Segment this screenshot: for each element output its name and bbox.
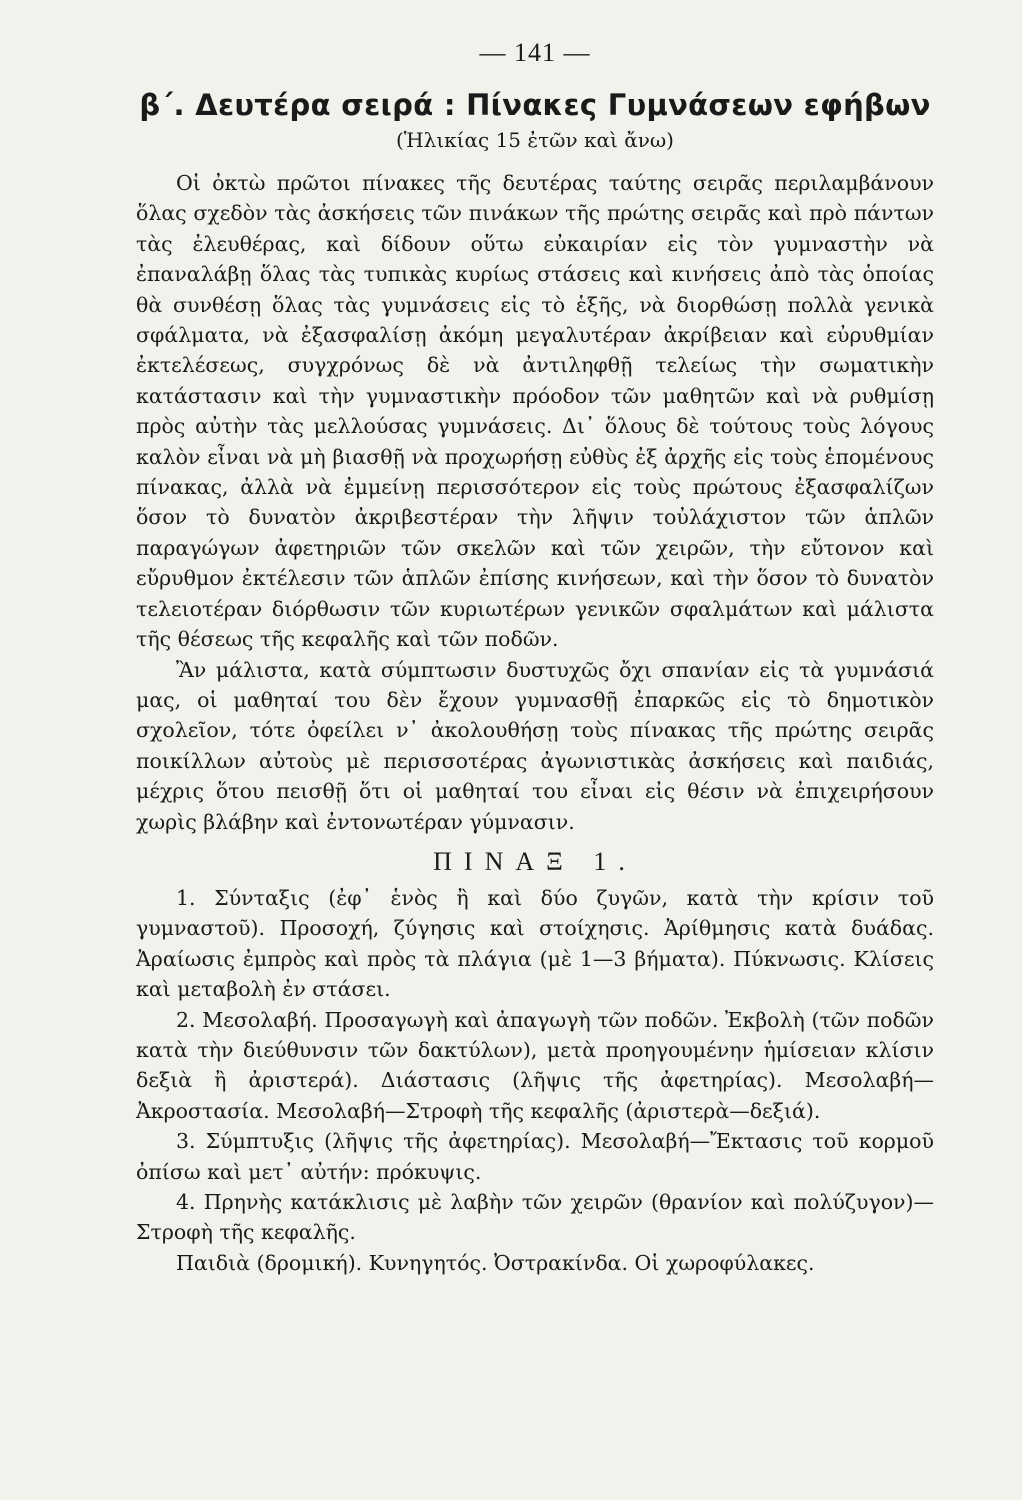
exercise-item: 4. Πρηνὴς κατάκλισις μὲ λαβὴν τῶν χειρῶν (θρανίον καὶ πολύζυγον)—Στροφὴ τῆς κεφαλῆς. (136, 1190, 934, 1245)
section-subheading: (Ἡλικίας 15 ἐτῶν καὶ ἄνω) (396, 128, 674, 152)
body-paragraph: Ἂν μάλιστα, κατὰ σύμπτωσιν δυστυχῶς ὄχι σπανίαν εἰς τὰ γυμνάσιά μας, οἱ μαθηταί του δὲν ἔχουν γυμνασθῇ ἐπαρκῶς εἰς τὸ δημοτικὸν σχολεῖον, τότε ὀφείλει ν᾽ ἀκολουθήσῃ τοὺς πίνακας τῆς πρώτης σειρᾶς ποικίλλων αὐτοὺς μὲ περισσοτέρας ἀγωνιστικὰς ἀσκήσεις καὶ παιδιάς, μέχρις ὅτου πεισθῇ ὅτι οἱ μαθηταί του εἶναι εἰς θέσιν νὰ ἐπιχειρήσουν χωρὶς βλάβην καὶ ἐντονωτέραν γύμνασιν. (136, 657, 934, 834)
section-heading: β΄. Δευτέρα σειρά : Πίνακες Γυμνάσεων εφήβων (139, 88, 931, 122)
games-item: Παιδιὰ (δρομική). Κυνηγητός. Ὀστρακίνδα. Οἱ χωροφύλακες. (176, 1250, 815, 1275)
exercise-item: 2. Μεσολαβή. Προσαγωγὴ καὶ ἀπαγωγὴ τῶν ποδῶν. Ἐκβολὴ (τῶν ποδῶν κατὰ τὴν διεύθυνσιν τῶν δακτύλων), μετὰ προηγουμένην ἡμίσειαν κλίσιν δεξιὰ ἢ ἀριστερά). Διάστασις (λῆψις τῆς ἀφετηρίας). Μεσολαβή—Ἀκροστασία. Μεσολαβή—Στροφὴ τῆς κεφαλῆς (ἀριστερὰ—δεξιά). (136, 1007, 934, 1123)
exercise-item: 3. Σύμπτυξις (λῆψις τῆς ἀφετηρίας). Μεσολαβή—Ἔκτασις τοῦ κορμοῦ ὀπίσω καὶ μετ᾽ αὐτήν: πρόκυψις. (136, 1129, 934, 1184)
body-paragraph: Οἱ ὀκτὼ πρῶτοι πίνακες τῆς δευτέρας ταύτης σειρᾶς περιλαμβάνουν ὅλας σχεδὸν τὰς ἀσκήσεις τῶν πινάκων τῆς πρώτης σειρᾶς καὶ πρὸ πάντων τὰς ἐλευθέρας, καὶ δίδουν οὕτω εὐκαιρίαν εἰς τὸν γυμναστὴν νὰ ἐπαναλάβῃ ὅλας τὰς τυπικὰς κυρίως στάσεις καὶ κινήσεις ἀπὸ τὰς ὁποίας θὰ συνθέσῃ ὅλας τὰς γυμνάσεις εἰς τὸ ἑξῆς, νὰ διορθώσῃ πολλὰ γενικὰ σφάλματα, νὰ ἐξασφαλίσῃ ἀκόμη μεγαλυτέραν ἀκρίβειαν καὶ εὐρυθμίαν ἐκτελέσεως, συγχρόνως δὲ νὰ ἀντιληφθῇ τελείως τὴν σωματικὴν κατάστασιν καὶ τὴν γυμναστικὴν πρόοδον τῶν μαθητῶν καὶ νὰ ρυθμίσῃ πρὸς αὐτὴν τὰς μελλούσας γυμνάσεις. Δι᾽ ὅλους δὲ τούτους τοὺς λόγους καλὸν εἶναι νὰ μὴ βιασθῇ νὰ προχωρήσῃ εὐθὺς ἐξ ἀρχῆς εἰς τοὺς ἑπομένους πίνακας, ἀλλὰ νὰ ἐμμείνῃ περισσότερον εἰς τοὺς πρώτους ἐξασφαλίζων ὅσον τὸ δυνατὸν ἀκριβεστέραν τὴν λῆψιν τοὐλάχιστον τῶν ἁπλῶν παραγώγων ἀφετηριῶν τῶν σκελῶν καὶ τῶν χειρῶν, τὴν εὔτονον καὶ εὔρυθμον ἐκτέλεσιν τῶν ἁπλῶν ἐπίσης κινήσεων, καὶ τὴν ὅσον τὸ δυνατὸν τελειοτέραν διόρθωσιν τῶν κυριωτέρων γενικῶν σφαλμάτων καὶ μάλιστα τῆς θέσεως τῆς κεφαλῆς καὶ τῶν ποδῶν. (136, 171, 934, 652)
table-title: ΠΙΝΑΞ 1. (433, 846, 637, 876)
exercise-item: 1. Σύνταξις (ἐφ᾽ ἑνὸς ἢ καὶ δύο ζυγῶν, κατὰ τὴν κρίσιν τοῦ γυμναστοῦ). Προσοχή, ζύγησις καὶ στοίχησις. Ἀρίθμησις κατὰ δυάδας. Ἀραίωσις ἐμπρὸς καὶ πρὸς τὰ πλάγια (μὲ 1—3 βήματα). Πύκνωσις. Κλίσεις καὶ μεταβολὴ ἐν στάσει. (136, 885, 934, 1002)
page-number: — 141 — (479, 38, 591, 67)
